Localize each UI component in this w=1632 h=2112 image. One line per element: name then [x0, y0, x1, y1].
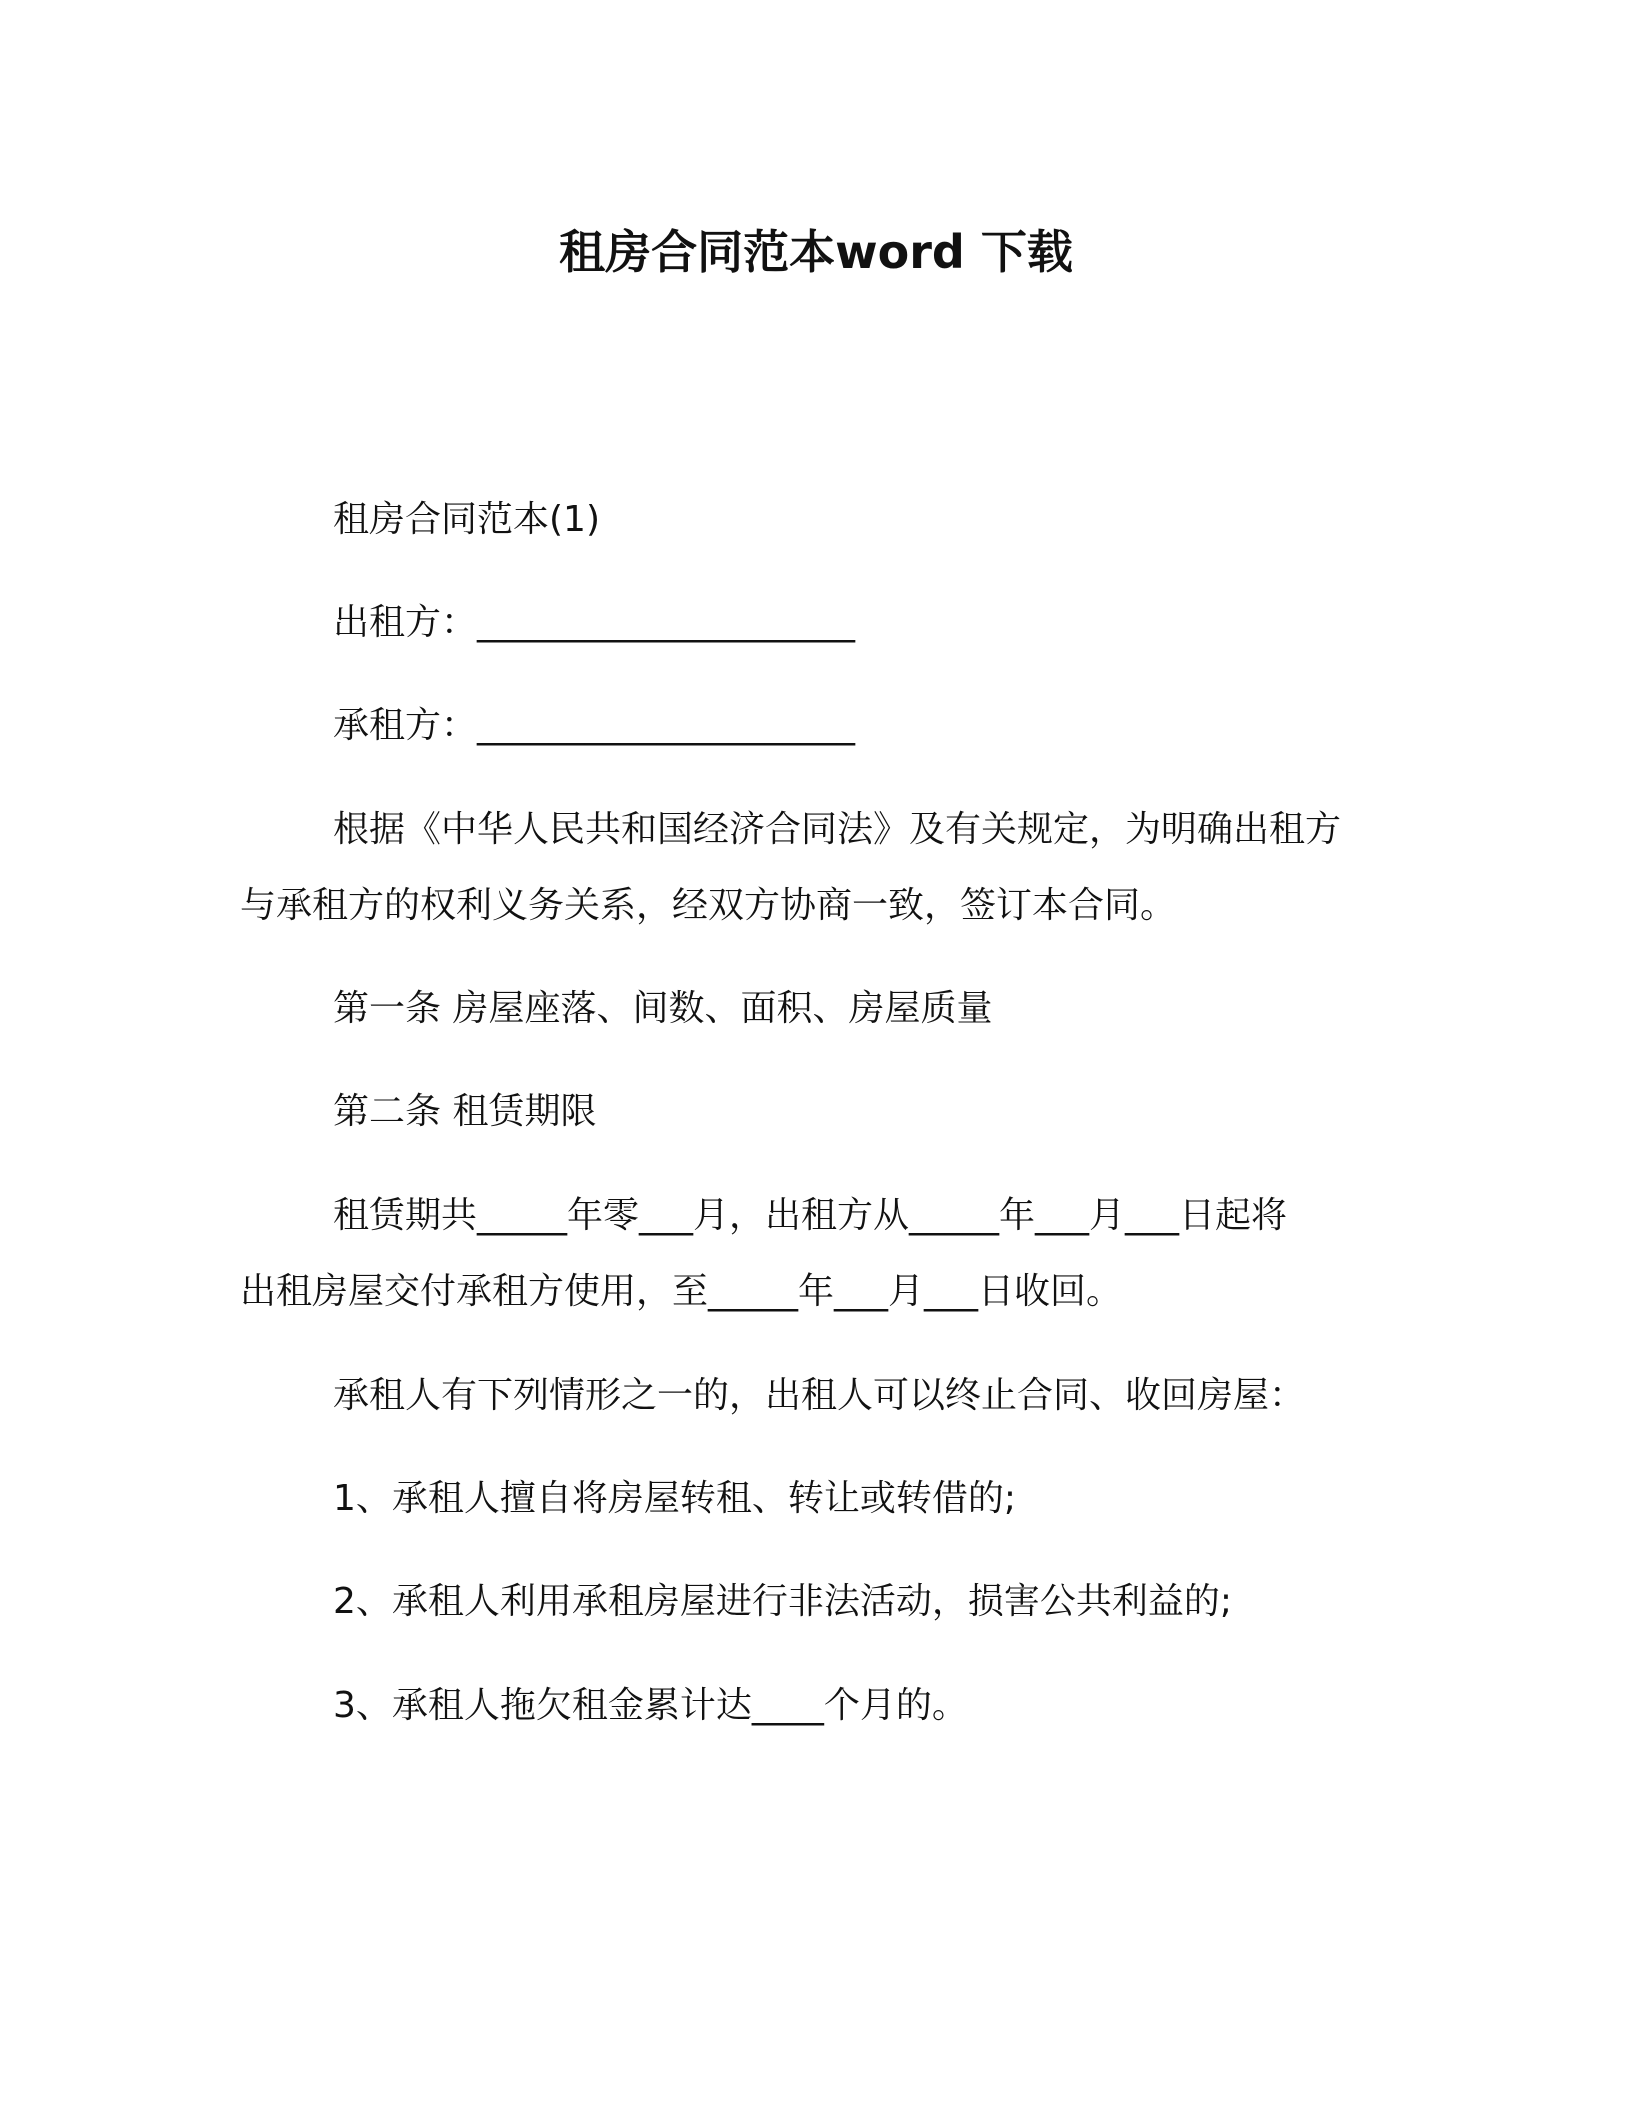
termination-intro: 承租人有下列情形之一的，出租人可以终止合同、收回房屋：	[333, 1375, 1306, 1416]
lease-term-line-1: 租赁期共_____年零___月，出租方从_____年___月___日起将	[333, 1195, 1288, 1236]
lease-term-line-2: 出租房屋交付承租方使用，至_____年___月___日收回。	[240, 1271, 1123, 1312]
article-1-heading: 第一条 房屋座落、间数、面积、房屋质量	[333, 988, 993, 1029]
termination-item-2: 2、承租人利用承租房屋进行非法活动，损害公共利益的;	[333, 1581, 1233, 1622]
lessee-line: 承租方：_____________________	[333, 705, 856, 746]
article-2-heading: 第二条 租赁期限	[333, 1091, 597, 1132]
termination-item-1: 1、承租人擅自将房屋转租、转让或转借的;	[333, 1478, 1017, 1519]
preamble-line-1: 根据《中华人民共和国经济合同法》及有关规定，为明确出租方	[333, 809, 1342, 850]
preamble-line-2: 与承租方的权利义务关系，经双方协商一致，签订本合同。	[240, 885, 1177, 926]
document-title: 租房合同范本word 下载	[559, 225, 1073, 279]
contract-subtitle: 租房合同范本(1)	[333, 499, 600, 540]
termination-item-3: 3、承租人拖欠租金累计达____个月的。	[333, 1685, 968, 1726]
lessor-line: 出租方：_____________________	[333, 602, 856, 643]
